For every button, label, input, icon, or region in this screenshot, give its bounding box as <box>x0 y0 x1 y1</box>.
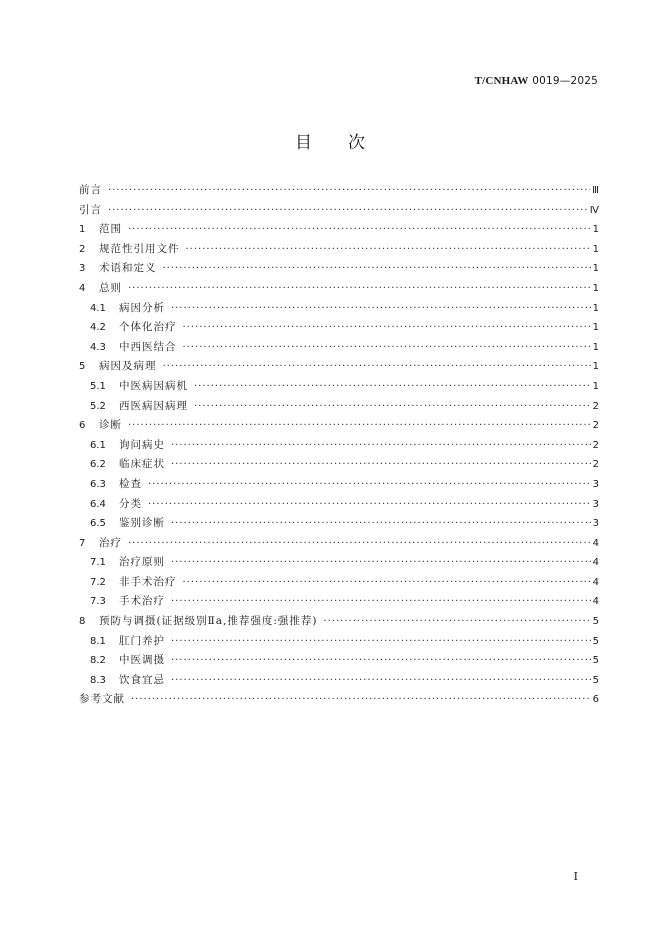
toc-entry-number: 6.1 <box>90 439 106 451</box>
toc-entry-page: 1 <box>592 302 599 314</box>
toc-entry[interactable] <box>79 573 599 593</box>
toc-entry-page: 5 <box>592 616 599 628</box>
toc-entry-label: 个体化治疗 <box>119 321 177 334</box>
toc-entry-label: 预防与调摄(证据级别Ⅱa,推荐强度:强推荐) <box>99 615 318 628</box>
page-title-char-2: 次 <box>348 133 367 153</box>
toc-leader-dots <box>128 416 591 436</box>
toc-entry-number: 6.4 <box>90 498 106 510</box>
toc-leader-dots <box>323 612 590 632</box>
document-code-prefix: T/CNHAW <box>474 75 529 87</box>
toc-entry-label: 诊断 <box>99 419 122 432</box>
toc-entry[interactable] <box>79 514 599 534</box>
toc-entry-page: 5 <box>592 635 599 647</box>
toc-entry-page: 1 <box>592 341 599 353</box>
toc-entry-label: 病因分析 <box>119 301 165 314</box>
toc-leader-dots <box>194 377 591 397</box>
toc-leader-dots <box>148 475 591 495</box>
toc-leader-dots <box>171 436 591 456</box>
toc-entry[interactable] <box>79 377 599 397</box>
document-code <box>475 74 598 87</box>
toc-leader-dots <box>183 338 591 358</box>
toc-entry[interactable] <box>79 181 599 201</box>
page-title-char-1: 目 <box>295 133 314 153</box>
toc-entry-page: 3 <box>592 518 599 530</box>
toc-entry-page: 1 <box>592 282 599 294</box>
toc-entry[interactable] <box>79 279 599 299</box>
toc-entry-page: 1 <box>592 380 599 392</box>
toc-leader-dots <box>128 279 591 299</box>
toc-entry-page: 1 <box>592 263 599 275</box>
toc-entry[interactable] <box>79 495 599 515</box>
toc-entry[interactable] <box>79 357 599 377</box>
toc-entry-number: 7.1 <box>90 557 106 569</box>
toc-entry[interactable] <box>79 690 599 710</box>
toc-entry-page: 4 <box>592 596 599 608</box>
toc-leader-dots <box>131 690 591 710</box>
toc-entry[interactable] <box>79 651 599 671</box>
toc-entry-page: 3 <box>592 478 599 490</box>
toc-entry[interactable] <box>79 318 599 338</box>
toc-entry-page: 1 <box>592 224 599 236</box>
toc-leader-dots <box>108 201 588 221</box>
toc-leader-dots <box>163 357 591 377</box>
toc-entry-number: 7.3 <box>90 596 106 608</box>
toc-leader-dots <box>171 632 591 652</box>
toc-entry-label: 非手术治疗 <box>119 575 177 588</box>
toc-entry-label: 检查 <box>119 477 142 490</box>
toc-entry[interactable] <box>79 201 599 221</box>
toc-leader-dots <box>171 651 591 671</box>
toc-entry-page: 2 <box>592 400 599 412</box>
toc-leader-dots <box>163 259 591 279</box>
toc-entry-page: 1 <box>592 361 599 373</box>
toc-entry[interactable] <box>79 671 599 691</box>
page-title <box>0 128 662 153</box>
toc-leader-dots <box>171 671 591 691</box>
toc-entry[interactable] <box>79 632 599 652</box>
toc-leader-dots <box>171 553 591 573</box>
toc-entry-label: 饮食宜忌 <box>119 673 165 686</box>
toc-entry-page: 4 <box>592 537 599 549</box>
toc-entry-label: 范围 <box>99 223 122 236</box>
toc-entry-number: 7.2 <box>90 576 106 588</box>
toc-entry-page: Ⅲ <box>592 185 599 196</box>
toc-entry-number: 3 <box>79 263 86 275</box>
toc-leader-dots <box>171 592 591 612</box>
toc-entry-page: 5 <box>592 655 599 667</box>
toc-entry[interactable] <box>79 299 599 319</box>
toc-entry[interactable] <box>79 220 599 240</box>
toc-entry-page: 6 <box>592 694 599 706</box>
toc-entry-number: 6 <box>79 420 86 432</box>
toc-entry-label: 手术治疗 <box>119 595 165 608</box>
toc-leader-dots <box>108 181 590 201</box>
toc-entry[interactable] <box>79 240 599 260</box>
toc-entry-label: 总则 <box>99 281 122 294</box>
toc-leader-dots <box>171 455 591 475</box>
toc-entry-page: 4 <box>592 557 599 569</box>
toc-entry-label: 规范性引用文件 <box>99 242 180 255</box>
toc-entry-label: 西医病因病理 <box>119 399 188 412</box>
toc-entry-label: 询问病史 <box>119 438 165 451</box>
toc-entry[interactable] <box>79 612 599 632</box>
toc-leader-dots <box>128 534 591 554</box>
toc-entry-number: 1 <box>79 224 86 236</box>
toc-entry-number: 5.2 <box>90 400 106 412</box>
toc-entry[interactable] <box>79 553 599 573</box>
toc-entry-page: Ⅳ <box>589 204 599 216</box>
toc-entry-number: 2 <box>79 243 86 255</box>
toc-entry-label: 中医病因病机 <box>119 379 188 392</box>
toc-leader-dots <box>128 220 591 240</box>
toc-entry-number: 4.1 <box>90 302 106 314</box>
toc-entry-label: 术语和定义 <box>99 262 157 275</box>
table-of-contents <box>79 181 599 710</box>
toc-entry-number: 6.5 <box>90 518 106 530</box>
toc-leader-dots <box>183 573 591 593</box>
toc-entry[interactable] <box>79 534 599 554</box>
toc-entry-label: 治疗 <box>99 536 122 549</box>
toc-entry[interactable] <box>79 436 599 456</box>
toc-entry-number: 4.2 <box>90 322 106 334</box>
toc-leader-dots <box>186 240 591 260</box>
document-code-number: 0019—2025 <box>532 75 598 87</box>
toc-leader-dots <box>194 397 591 417</box>
toc-entry[interactable] <box>79 455 599 475</box>
toc-entry-label: 前言 <box>79 184 102 196</box>
toc-entry-number: 5.1 <box>90 380 106 392</box>
toc-entry-page: 3 <box>592 498 599 510</box>
toc-leader-dots <box>183 318 591 338</box>
toc-entry-label: 中西医结合 <box>119 340 177 353</box>
toc-leader-dots <box>171 514 591 534</box>
toc-entry-number: 8.1 <box>90 635 106 647</box>
toc-entry-page: 2 <box>592 459 599 471</box>
toc-entry-number: 8.2 <box>90 655 106 667</box>
toc-entry-label: 分类 <box>119 497 142 510</box>
toc-entry-number: 8.3 <box>90 674 106 686</box>
toc-entry-label: 临床症状 <box>119 458 165 471</box>
toc-entry-page: 2 <box>592 420 599 432</box>
toc-entry-number: 6.3 <box>90 478 106 490</box>
toc-entry-label: 鉴别诊断 <box>119 517 165 530</box>
toc-entry[interactable] <box>79 416 599 436</box>
toc-entry-page: 2 <box>592 439 599 451</box>
toc-entry-page: 5 <box>592 674 599 686</box>
toc-entry-label: 肛门养护 <box>119 634 165 647</box>
toc-entry-number: 6.2 <box>90 459 106 471</box>
toc-entry[interactable] <box>79 397 599 417</box>
toc-entry-number: 7 <box>79 537 86 549</box>
toc-entry[interactable] <box>79 338 599 358</box>
toc-entry-number: 4.3 <box>90 341 106 353</box>
toc-entry-label: 引言 <box>79 203 102 216</box>
toc-leader-dots <box>148 495 591 515</box>
toc-entry[interactable] <box>79 475 599 495</box>
toc-entry-label: 中医调摄 <box>119 654 165 667</box>
toc-entry-number: 4 <box>79 282 86 294</box>
toc-leader-dots <box>171 299 591 319</box>
toc-entry[interactable] <box>79 592 599 612</box>
toc-entry-label: 治疗原则 <box>119 556 165 569</box>
toc-entry-number: 8 <box>79 616 86 628</box>
toc-entry-label: 参考文献 <box>79 693 125 706</box>
page-number: I <box>573 870 578 883</box>
toc-entry-page: 1 <box>592 322 599 334</box>
toc-entry[interactable] <box>79 259 599 279</box>
toc-entry-page: 4 <box>592 576 599 588</box>
toc-entry-label: 病因及病理 <box>99 360 157 373</box>
toc-entry-page: 1 <box>592 243 599 255</box>
toc-entry-number: 5 <box>79 361 86 373</box>
